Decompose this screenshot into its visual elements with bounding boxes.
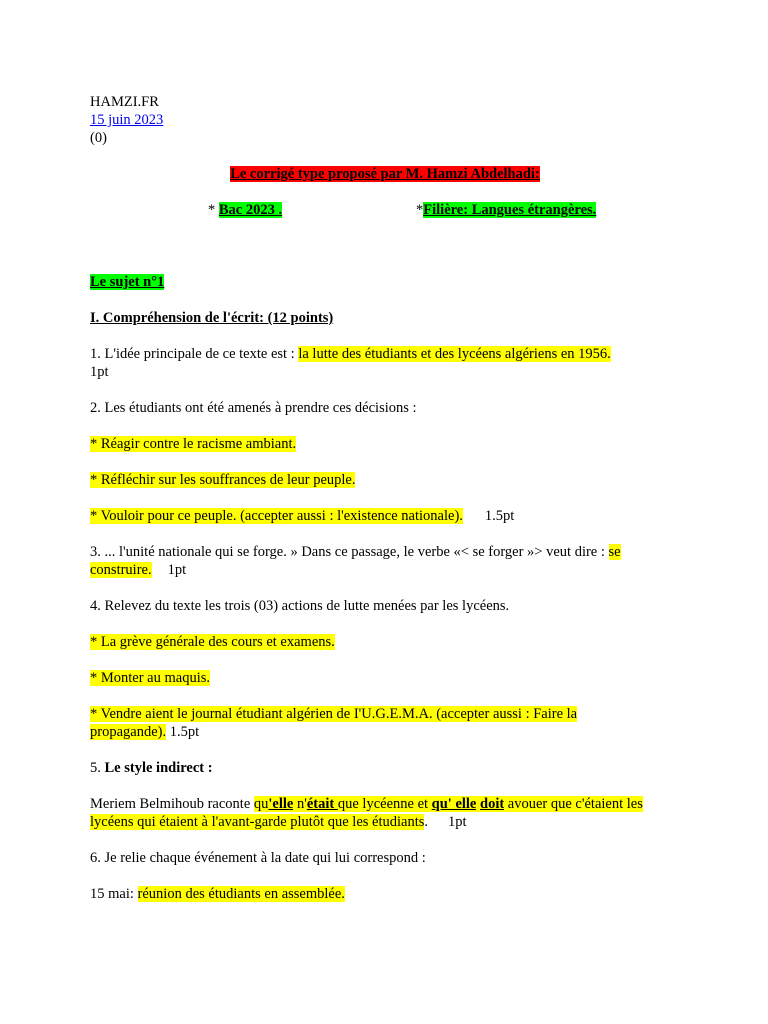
question-6: 6. Je relie chaque événement à la date qui lui correspond : — [90, 850, 426, 866]
q4-answer-2: * Monter au maquis. — [90, 670, 211, 686]
q4-answer-1: * La grève générale des cours et examens. — [90, 634, 335, 650]
q5-number: 5. — [90, 760, 105, 776]
q4-answer-3 — [90, 705, 680, 741]
document-body — [90, 93, 680, 903]
sujet-line — [90, 273, 680, 291]
q3-text: 3. ... l'unité nationale qui se forge. » Dans ce passage, le verbe «< se forger »> veut dire : — [90, 544, 609, 560]
q4-answer-3-line1: * Vendre aient le journal étudiant algérien de I'U.G.E.M.A. (accepter aussi : Faire la — [90, 706, 578, 722]
q3-answer-part1: se — [608, 544, 621, 560]
title-line — [90, 165, 680, 183]
section-title: I. Compréhension de l'écrit: (12 points) — [90, 310, 334, 326]
q3-points: 1pt — [167, 562, 187, 578]
q6-date: 15 mai: — [90, 886, 138, 902]
q5-answer: Meriem Belmihoub raconte qu'elle n'était que lycéenne et qu' elle doit avouer que c'étaient les lycéens qui étaient à l'avant-garde plutôt que les étudiants. 1pt — [90, 796, 643, 830]
q6-event: réunion des étudiants en assemblée. — [137, 886, 345, 902]
bac-label: Bac 2023 . — [218, 202, 283, 218]
question-5 — [90, 759, 680, 777]
site-name: HAMZI.FR — [90, 94, 159, 110]
q6-answer-1 — [90, 885, 680, 903]
filiere-prefix: * — [416, 202, 424, 218]
q3-answer-part2: construire. — [90, 562, 152, 578]
question-2: 2. Les étudiants ont été amenés à prendre ces décisions : — [90, 400, 417, 416]
q5-title: Le style indirect : — [104, 760, 213, 776]
q1-answer: la lutte des étudiants et des lycéens algériens en 1956. — [298, 346, 611, 362]
bac-filiere-row — [90, 201, 680, 219]
q4-points: 1.5pt — [169, 724, 200, 740]
bac-prefix: * — [208, 202, 219, 218]
question-1 — [90, 345, 680, 381]
q4-answer-3-line2: propagande). — [90, 724, 167, 740]
filiere-label: Filière: Langues étrangères. — [423, 202, 597, 218]
question-4: 4. Relevez du texte les trois (03) actions de lutte menées par les lycéens. — [90, 598, 510, 614]
q1-text: 1. L'idée principale de ce texte est : — [90, 346, 299, 362]
q2-answer-2: * Réfléchir sur les souffrances de leur peuple. — [90, 472, 356, 488]
q1-points: 1pt — [90, 364, 109, 380]
q5-points: 1pt — [448, 814, 467, 830]
q2-points: 1.5pt — [484, 508, 515, 524]
sujet-heading: Le sujet n°1 — [90, 274, 165, 290]
filiere-item — [416, 201, 596, 219]
post-date-link[interactable]: 15 juin 2023 — [90, 112, 164, 128]
comment-count: (0) — [90, 130, 107, 146]
q2-answer-3: * Vouloir pour ce peuple. (accepter aussi : l'existence nationale). 1.5pt — [90, 508, 515, 524]
document-title: Le corrigé type proposé par M. Hamzi Abdelhadi: — [230, 166, 540, 182]
question-3 — [90, 543, 680, 579]
q2-answer-1: * Réagir contre le racisme ambiant. — [90, 436, 297, 452]
bac-item — [208, 201, 282, 219]
